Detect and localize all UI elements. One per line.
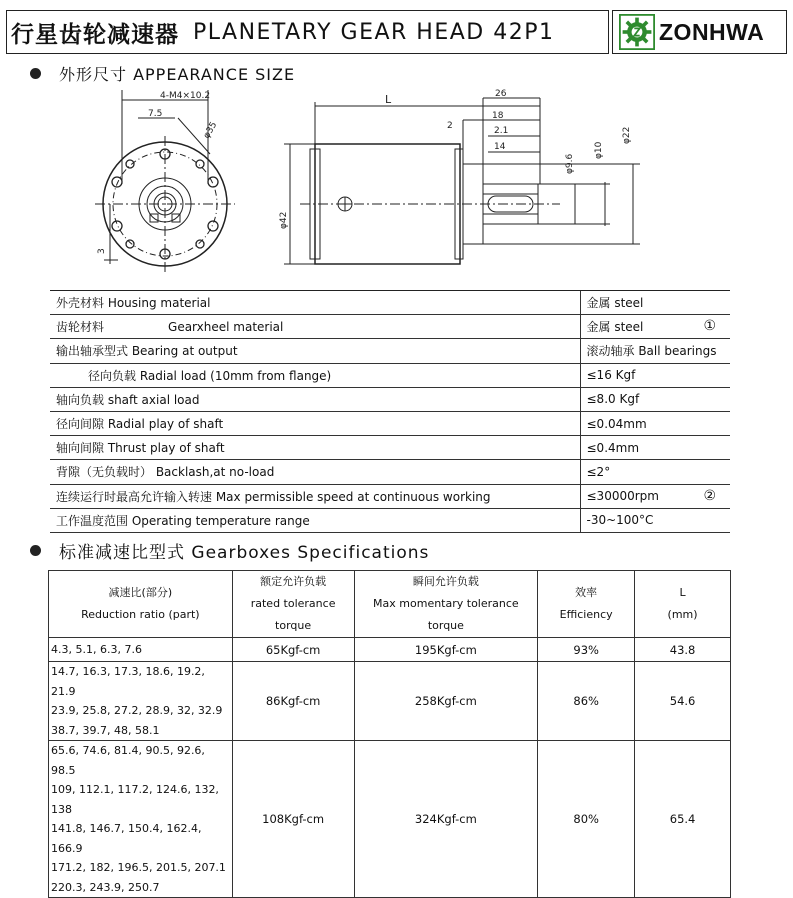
dim-holes: 4-M4×10.2 [160, 91, 211, 101]
spec-label: 径向间隙 Radial play of shaft [50, 411, 580, 435]
spec-row [50, 436, 730, 460]
max-torque-cell: 258Kgf-cm [354, 662, 538, 741]
spec-row [50, 363, 730, 387]
spec-value: ≤0.4mm [586, 440, 640, 455]
material-spec-table [50, 290, 730, 533]
spec-row [50, 315, 730, 339]
ratio-cell [49, 638, 233, 662]
column-header [635, 571, 731, 638]
gearbox-spec-table [48, 570, 731, 898]
spec-row [50, 411, 730, 435]
spec-value: ≤8.0 Kgf [586, 392, 640, 407]
spec-value-cell [580, 339, 730, 363]
length-cell: 65.4 [635, 741, 731, 898]
appearance-section-heading [30, 62, 295, 85]
ratio-line: 109, 112.1, 117.2, 124.6, 132, 138 [51, 783, 219, 816]
appearance-title: 外形尺寸 APPEARANCE SIZE [59, 65, 296, 84]
dim-phi9-6: φ9.6 [565, 153, 575, 174]
column-header-cn: L [679, 586, 686, 599]
dim-phi10: φ10 [594, 141, 604, 159]
dim-26: 26 [495, 89, 507, 99]
spec-value: 金属 steel [586, 320, 644, 335]
spec-label [50, 315, 580, 339]
title-english: PLANETARY GEAR HEAD 42P1 [193, 19, 555, 45]
column-header-cn: 瞬间允许负载 [412, 575, 479, 588]
spec-label: 轴向间隙 Thrust play of shaft [50, 436, 580, 460]
dim-3: 3 [97, 248, 107, 254]
column-header [538, 571, 635, 638]
column-header-en: rated tolerance torque [250, 597, 336, 632]
spec-label: 轴向负载 shaft axial load [50, 387, 580, 411]
footnote-mark: ② [703, 487, 716, 504]
dim-phi42: φ42 [279, 211, 289, 229]
title-chinese: 行星齿轮减速器 [11, 21, 179, 48]
bullet-icon [30, 68, 41, 79]
ratio-line: 141.8, 146.7, 150.4, 162.4, 166.9 [51, 822, 202, 855]
column-header [354, 571, 538, 638]
ratio-cell [49, 741, 233, 898]
dim-phi35: φ35 [201, 120, 220, 141]
spec-value: -30~100°C [586, 513, 654, 528]
ratio-line: 171.2, 182, 196.5, 201.5, 207.1 [51, 861, 226, 874]
spec-row [50, 291, 730, 315]
length-cell: 43.8 [635, 638, 731, 662]
table-row [49, 662, 731, 741]
efficiency-cell: 80% [538, 741, 635, 898]
efficiency-cell: 86% [538, 662, 635, 741]
spec-value: ≤16 Kgf [586, 368, 636, 383]
page-header [0, 0, 793, 62]
spec-value: ≤30000rpm [586, 489, 659, 504]
table-row [49, 638, 731, 662]
ratio-line: 14.7, 16.3, 17.3, 18.6, 19.2, 21.9 [51, 665, 205, 698]
bullet-icon [30, 545, 41, 556]
dim-18: 18 [492, 111, 504, 121]
spec-row [50, 339, 730, 363]
title-box [6, 10, 609, 54]
spec-value-cell [580, 436, 730, 460]
column-header [232, 571, 354, 638]
max-torque-cell: 195Kgf-cm [354, 638, 538, 662]
ratio-line: 4.3, 5.1, 6.3, 7.6 [51, 642, 142, 656]
column-header [49, 571, 233, 638]
dim-2: 2 [447, 121, 453, 131]
spec-label: 背隙（无负载时） Backlash,at no-load [50, 460, 580, 484]
column-header-en: Max momentary tolerance torque [373, 597, 519, 632]
dim-14: 14 [494, 142, 506, 152]
spec-value-cell [580, 411, 730, 435]
brand-name: ZONHWA [659, 18, 765, 45]
spec-label-cn: 齿轮材料 [56, 320, 105, 335]
table-row [49, 741, 731, 898]
ratio-line: 220.3, 243.9, 250.7 [51, 880, 160, 894]
dim-2-1: 2.1 [494, 126, 509, 136]
rated-torque-cell: 65Kgf-cm [232, 638, 354, 662]
column-header-cn: 额定允许负载 [260, 575, 327, 588]
spec-label: 输出轴承型式 Bearing at output [50, 339, 580, 363]
spec-value-cell [580, 315, 730, 339]
dim-phi22: φ22 [622, 126, 632, 144]
column-header-en: (mm) [667, 608, 698, 621]
gear-logo-icon [619, 14, 655, 50]
spec-label: 径向负载 Radial load (10mm from flange) [50, 363, 580, 387]
spec-label: 外壳材料 Housing material [50, 291, 580, 315]
spec-value-cell [580, 508, 730, 532]
spec-row [50, 484, 730, 508]
spec-value: ≤2° [586, 464, 611, 479]
spec-value-cell [580, 291, 730, 315]
efficiency-cell: 93% [538, 638, 635, 662]
column-header-en: Efficiency [559, 608, 613, 621]
brand-logo-box [612, 10, 787, 54]
ratio-line: 23.9, 25.8, 27.2, 28.9, 32, 32.9 [51, 704, 223, 717]
spec-value-cell [580, 460, 730, 484]
dim-7-5: 7.5 [148, 109, 163, 119]
spec-value: 金属 steel [586, 296, 644, 311]
side-view [284, 98, 640, 264]
rated-torque-cell: 108Kgf-cm [232, 741, 354, 898]
ratio-line: 65.6, 74.6, 81.4, 90.5, 92.6, 98.5 [51, 744, 205, 777]
spec-value-cell [580, 387, 730, 411]
spec-label: 工作温度范围 Operating temperature range [50, 508, 580, 532]
spec-row [50, 460, 730, 484]
footnote-mark: ① [703, 318, 716, 335]
spec-row [50, 387, 730, 411]
gearbox-section-heading [30, 538, 429, 563]
spec-value-cell [580, 363, 730, 387]
spec-row [50, 508, 730, 532]
spec-value-cell [580, 484, 730, 508]
spec-value: ≤0.04mm [586, 416, 647, 431]
ratio-cell [49, 662, 233, 741]
column-header-en: Reduction ratio (part) [81, 608, 200, 621]
spec-label: 连续运行时最高允许输入转速 Max permissible speed at continuous working [50, 484, 580, 508]
column-header-cn: 减速比(部分) [108, 586, 173, 599]
spec-label-en: Gearxheel material [168, 320, 284, 335]
gearbox-title: 标准减速比型式 Gearboxes Specifications [59, 543, 430, 563]
length-cell: 54.6 [635, 662, 731, 741]
table-header-row [49, 571, 731, 638]
spec-value: 滚动轴承 Ball bearings [586, 344, 717, 359]
dim-L: L [385, 93, 392, 106]
front-view [95, 90, 235, 274]
ratio-line: 38.7, 39.7, 48, 58.1 [51, 723, 160, 737]
rated-torque-cell: 86Kgf-cm [232, 662, 354, 741]
column-header-cn: 效率 [575, 586, 598, 599]
technical-drawing [0, 84, 793, 290]
max-torque-cell: 324Kgf-cm [354, 741, 538, 898]
